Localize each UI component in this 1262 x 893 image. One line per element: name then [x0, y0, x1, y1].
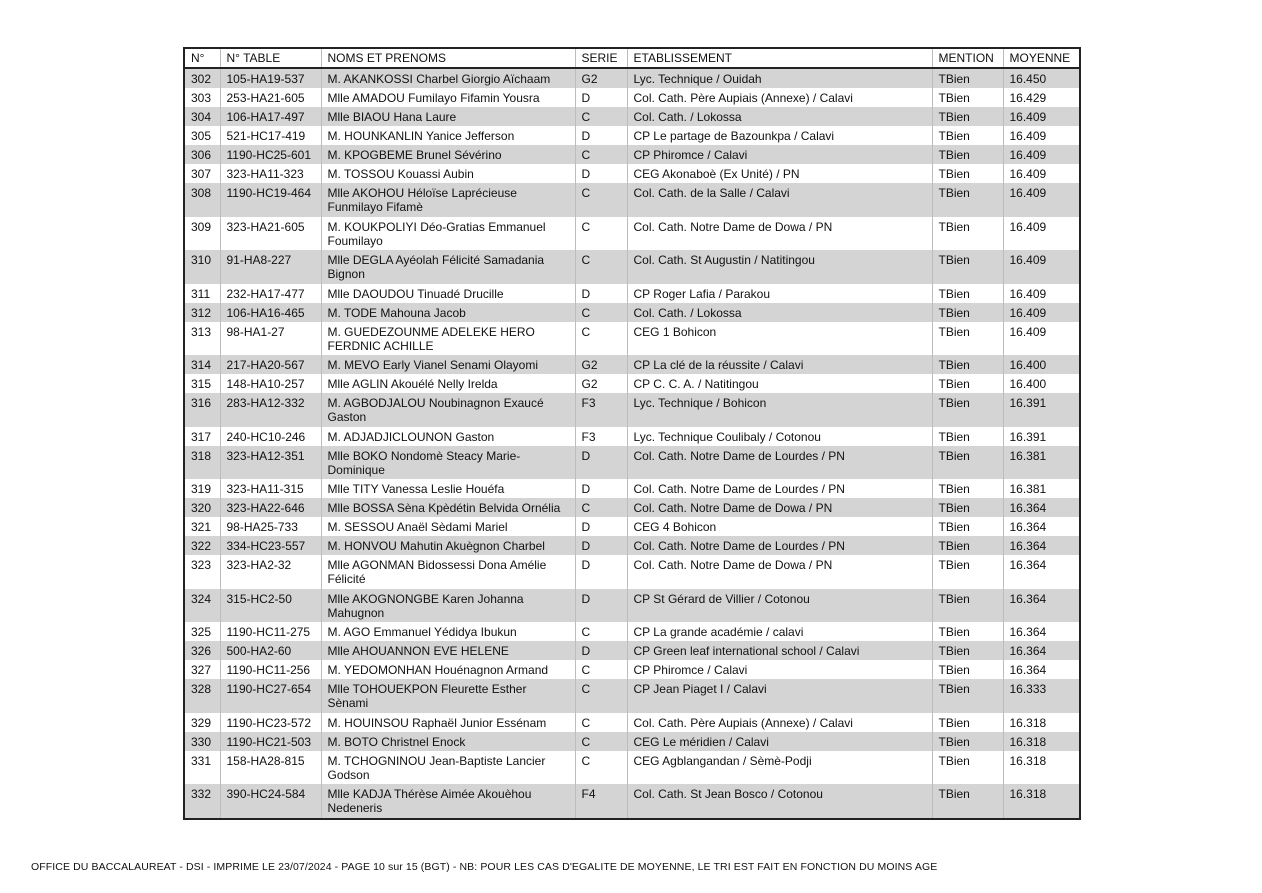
table-row: [184, 713, 1080, 732]
table-row: [184, 374, 1080, 393]
table-row: [184, 679, 1080, 713]
mention-cell: TBien: [932, 641, 1003, 660]
table-number-cell: 240-HC10-246: [220, 427, 321, 446]
school-cell: Lyc. Technique Coulibaly / Cotonou: [627, 427, 932, 446]
average-cell: 16.364: [1003, 498, 1080, 517]
school-cell: CP Phiromce / Calavi: [627, 660, 932, 679]
table-number-cell: 105-HA19-537: [220, 68, 321, 88]
mention-cell: TBien: [932, 679, 1003, 713]
rank-cell: 317: [184, 427, 220, 446]
school-cell: Col. Cath. Notre Dame de Dowa / PN: [627, 498, 932, 517]
table-row: [184, 355, 1080, 374]
table-row: [184, 784, 1080, 819]
average-cell: 16.364: [1003, 622, 1080, 641]
table-number-cell: 106-HA16-465: [220, 303, 321, 322]
table-number-cell: 323-HA11-323: [220, 164, 321, 183]
table-row: [184, 303, 1080, 322]
table-number-cell: 217-HA20-567: [220, 355, 321, 374]
mention-cell: TBien: [932, 427, 1003, 446]
series-cell: D: [575, 284, 627, 303]
mention-cell: TBien: [932, 250, 1003, 284]
average-cell: 16.364: [1003, 555, 1080, 589]
rank-cell: 319: [184, 479, 220, 498]
school-cell: CP Le partage de Bazounkpa / Calavi: [627, 126, 932, 145]
table-number-cell: 158-HA28-815: [220, 751, 321, 785]
average-cell: 16.409: [1003, 217, 1080, 251]
table-row: [184, 732, 1080, 751]
table-row: [184, 641, 1080, 660]
series-cell: C: [575, 622, 627, 641]
name-cell: Mlle AGLIN Akouélé Nelly Irelda: [321, 374, 575, 393]
table-row: [184, 183, 1080, 217]
name-cell: M. AGO Emmanuel Yédidya Ibukun: [321, 622, 575, 641]
mention-cell: TBien: [932, 498, 1003, 517]
series-cell: C: [575, 732, 627, 751]
table-number-cell: 1190-HC21-503: [220, 732, 321, 751]
rank-cell: 320: [184, 498, 220, 517]
series-cell: G2: [575, 355, 627, 374]
table-row: [184, 427, 1080, 446]
series-cell: F3: [575, 427, 627, 446]
name-cell: Mlle DAOUDOU Tinuadé Drucille: [321, 284, 575, 303]
rank-cell: 324: [184, 589, 220, 623]
school-cell: CP C. C. A. / Natitingou: [627, 374, 932, 393]
series-cell: C: [575, 679, 627, 713]
rank-cell: 332: [184, 784, 220, 819]
mention-cell: TBien: [932, 374, 1003, 393]
rank-cell: 315: [184, 374, 220, 393]
rank-cell: 302: [184, 68, 220, 88]
name-cell: M. KOUKPOLIYI Déo-Gratias Emmanuel Foumilayo: [321, 217, 575, 251]
rank-cell: 318: [184, 446, 220, 480]
table-number-cell: 253-HA21-605: [220, 88, 321, 107]
table-number-cell: 315-HC2-50: [220, 589, 321, 623]
series-cell: D: [575, 641, 627, 660]
table-row: [184, 217, 1080, 251]
mention-cell: TBien: [932, 126, 1003, 145]
average-cell: 16.318: [1003, 732, 1080, 751]
rank-cell: 329: [184, 713, 220, 732]
school-cell: Lyc. Technique / Ouidah: [627, 68, 932, 88]
name-cell: Mlle AMADOU Fumilayo Fifamin Yousra: [321, 88, 575, 107]
name-cell: Mlle AGONMAN Bidossessi Dona Amélie Félicité: [321, 555, 575, 589]
mention-cell: TBien: [932, 164, 1003, 183]
table-row: [184, 284, 1080, 303]
table-row: [184, 479, 1080, 498]
header-series: SERIE: [575, 48, 627, 68]
table-row: [184, 250, 1080, 284]
school-cell: CEG 1 Bohicon: [627, 322, 932, 356]
mention-cell: TBien: [932, 145, 1003, 164]
mention-cell: TBien: [932, 713, 1003, 732]
school-cell: Col. Cath. Notre Dame de Dowa / PN: [627, 217, 932, 251]
table-row: [184, 517, 1080, 536]
name-cell: M. SESSOU Anaël Sèdami Mariel: [321, 517, 575, 536]
table-number-cell: 1190-HC11-256: [220, 660, 321, 679]
name-cell: M. TODE Mahouna Jacob: [321, 303, 575, 322]
table-number-cell: 98-HA25-733: [220, 517, 321, 536]
school-cell: Col. Cath. Notre Dame de Dowa / PN: [627, 555, 932, 589]
mention-cell: TBien: [932, 517, 1003, 536]
name-cell: Mlle BOSSA Sèna Kpèdétin Belvida Ornélia: [321, 498, 575, 517]
name-cell: M. TCHOGNINOU Jean-Baptiste Lancier Godson: [321, 751, 575, 785]
series-cell: C: [575, 183, 627, 217]
school-cell: Col. Cath. / Lokossa: [627, 107, 932, 126]
average-cell: 16.409: [1003, 183, 1080, 217]
mention-cell: TBien: [932, 751, 1003, 785]
table-number-cell: 98-HA1-27: [220, 322, 321, 356]
table-body: [184, 68, 1080, 819]
school-cell: CEG Le méridien / Calavi: [627, 732, 932, 751]
average-cell: 16.409: [1003, 164, 1080, 183]
school-cell: CP St Gérard de Villier / Cotonou: [627, 589, 932, 623]
name-cell: M. HOUNKANLIN Yanice Jefferson: [321, 126, 575, 145]
table-number-cell: 323-HA12-351: [220, 446, 321, 480]
table-row: [184, 622, 1080, 641]
table-number-cell: 390-HC24-584: [220, 784, 321, 819]
average-cell: 16.364: [1003, 517, 1080, 536]
rank-cell: 310: [184, 250, 220, 284]
rank-cell: 311: [184, 284, 220, 303]
rank-cell: 314: [184, 355, 220, 374]
series-cell: G2: [575, 374, 627, 393]
rank-cell: 326: [184, 641, 220, 660]
name-cell: Mlle KADJA Thérèse Aimée Akouèhou Nedeneris: [321, 784, 575, 819]
name-cell: Mlle AHOUANNON EVE HELENE: [321, 641, 575, 660]
mention-cell: TBien: [932, 555, 1003, 589]
table-number-cell: 232-HA17-477: [220, 284, 321, 303]
school-cell: CEG Akonaboè (Ex Unité) / PN: [627, 164, 932, 183]
mention-cell: TBien: [932, 107, 1003, 126]
table-number-cell: 323-HA21-605: [220, 217, 321, 251]
results-table: [183, 47, 1081, 820]
footer-note: OFFICE DU BACCALAUREAT - DSI - IMPRIME LE 23/07/2024 - PAGE 10 sur 15 (BGT) - NB: POUR LES CAS D'EGALITE DE MOYENNE, LE TRI EST FAIT EN FONCTION DU MOINS AGE: [31, 861, 938, 873]
table-row: [184, 751, 1080, 785]
mention-cell: TBien: [932, 446, 1003, 480]
table-row: [184, 555, 1080, 589]
name-cell: M. HOUINSOU Raphaël Junior Essénam: [321, 713, 575, 732]
table-number-cell: 1190-HC11-275: [220, 622, 321, 641]
name-cell: Mlle BIAOU Hana Laure: [321, 107, 575, 126]
average-cell: 16.409: [1003, 303, 1080, 322]
average-cell: 16.429: [1003, 88, 1080, 107]
mention-cell: TBien: [932, 589, 1003, 623]
name-cell: M. MEVO Early Vianel Senami Olayomi: [321, 355, 575, 374]
table-row: [184, 536, 1080, 555]
series-cell: C: [575, 713, 627, 732]
average-cell: 16.333: [1003, 679, 1080, 713]
table-number-cell: 1190-HC25-601: [220, 145, 321, 164]
table-number-cell: 521-HC17-419: [220, 126, 321, 145]
series-cell: C: [575, 498, 627, 517]
table-row: [184, 322, 1080, 356]
mention-cell: TBien: [932, 393, 1003, 427]
series-cell: D: [575, 517, 627, 536]
mention-cell: TBien: [932, 303, 1003, 322]
average-cell: 16.400: [1003, 374, 1080, 393]
school-cell: CP Jean Piaget I / Calavi: [627, 679, 932, 713]
name-cell: M. AGBODJALOU Noubinagnon Exaucé Gaston: [321, 393, 575, 427]
average-cell: 16.318: [1003, 784, 1080, 819]
school-cell: Col. Cath. St Jean Bosco / Cotonou: [627, 784, 932, 819]
name-cell: M. YEDOMONHAN Houénagnon Armand: [321, 660, 575, 679]
table-row: [184, 393, 1080, 427]
name-cell: M. HONVOU Mahutin Akuègnon Charbel: [321, 536, 575, 555]
table-number-cell: 1190-HC23-572: [220, 713, 321, 732]
average-cell: 16.364: [1003, 660, 1080, 679]
rank-cell: 303: [184, 88, 220, 107]
mention-cell: TBien: [932, 784, 1003, 819]
table-number-cell: 500-HA2-60: [220, 641, 321, 660]
header-table-number: N° TABLE: [220, 48, 321, 68]
average-cell: 16.409: [1003, 145, 1080, 164]
name-cell: Mlle TOHOUEKPON Fleurette Esther Sènami: [321, 679, 575, 713]
header-rank: N°: [184, 48, 220, 68]
school-cell: CP Green leaf international school / Calavi: [627, 641, 932, 660]
school-cell: CP La clé de la réussite / Calavi: [627, 355, 932, 374]
average-cell: 16.391: [1003, 427, 1080, 446]
series-cell: C: [575, 250, 627, 284]
header-mention: MENTION: [932, 48, 1003, 68]
series-cell: D: [575, 536, 627, 555]
mention-cell: TBien: [932, 217, 1003, 251]
series-cell: G2: [575, 68, 627, 88]
table-header-row: [184, 48, 1080, 68]
series-cell: D: [575, 555, 627, 589]
mention-cell: TBien: [932, 479, 1003, 498]
series-cell: D: [575, 88, 627, 107]
school-cell: CEG 4 Bohicon: [627, 517, 932, 536]
name-cell: M. KPOGBEME Brunel Sévérino: [321, 145, 575, 164]
average-cell: 16.364: [1003, 589, 1080, 623]
mention-cell: TBien: [932, 622, 1003, 641]
name-cell: Mlle AKOGNONGBE Karen Johanna Mahugnon: [321, 589, 575, 623]
average-cell: 16.409: [1003, 126, 1080, 145]
mention-cell: TBien: [932, 660, 1003, 679]
name-cell: M. TOSSOU Kouassi Aubin: [321, 164, 575, 183]
table-row: [184, 68, 1080, 88]
rank-cell: 307: [184, 164, 220, 183]
average-cell: 16.381: [1003, 446, 1080, 480]
header-average: MOYENNE: [1003, 48, 1080, 68]
average-cell: 16.318: [1003, 713, 1080, 732]
school-cell: CP Roger Lafia / Parakou: [627, 284, 932, 303]
average-cell: 16.409: [1003, 284, 1080, 303]
series-cell: C: [575, 303, 627, 322]
table-number-cell: 106-HA17-497: [220, 107, 321, 126]
table-number-cell: 91-HA8-227: [220, 250, 321, 284]
rank-cell: 325: [184, 622, 220, 641]
average-cell: 16.381: [1003, 479, 1080, 498]
series-cell: C: [575, 107, 627, 126]
school-cell: Col. Cath. Notre Dame de Lourdes / PN: [627, 446, 932, 480]
series-cell: D: [575, 126, 627, 145]
rank-cell: 327: [184, 660, 220, 679]
name-cell: Mlle DEGLA Ayéolah Félicité Samadania Bignon: [321, 250, 575, 284]
name-cell: M. AKANKOSSI Charbel Giorgio Aïchaam: [321, 68, 575, 88]
average-cell: 16.391: [1003, 393, 1080, 427]
rank-cell: 313: [184, 322, 220, 356]
school-cell: Col. Cath. Père Aupiais (Annexe) / Calavi: [627, 88, 932, 107]
average-cell: 16.409: [1003, 322, 1080, 356]
table-number-cell: 334-HC23-557: [220, 536, 321, 555]
series-cell: C: [575, 751, 627, 785]
table-row: [184, 498, 1080, 517]
average-cell: 16.450: [1003, 68, 1080, 88]
table-row: [184, 446, 1080, 480]
header-names: NOMS ET PRENOMS: [321, 48, 575, 68]
school-cell: Col. Cath. Père Aupiais (Annexe) / Calavi: [627, 713, 932, 732]
name-cell: M. GUEDEZOUNME ADELEKE HERO FERDNIC ACHILLE: [321, 322, 575, 356]
mention-cell: TBien: [932, 88, 1003, 107]
average-cell: 16.409: [1003, 107, 1080, 126]
mention-cell: TBien: [932, 183, 1003, 217]
rank-cell: 305: [184, 126, 220, 145]
average-cell: 16.364: [1003, 641, 1080, 660]
table-row: [184, 164, 1080, 183]
rank-cell: 306: [184, 145, 220, 164]
table-row: [184, 589, 1080, 623]
rank-cell: 316: [184, 393, 220, 427]
school-cell: Lyc. Technique / Bohicon: [627, 393, 932, 427]
mention-cell: TBien: [932, 536, 1003, 555]
name-cell: Mlle AKOHOU Héloïse Laprécieuse Funmilayo Fifamè: [321, 183, 575, 217]
rank-cell: 321: [184, 517, 220, 536]
mention-cell: TBien: [932, 355, 1003, 374]
mention-cell: TBien: [932, 732, 1003, 751]
series-cell: C: [575, 322, 627, 356]
name-cell: Mlle BOKO Nondomè Steacy Marie-Dominique: [321, 446, 575, 480]
table-row: [184, 660, 1080, 679]
table-number-cell: 323-HA22-646: [220, 498, 321, 517]
series-cell: D: [575, 164, 627, 183]
rank-cell: 304: [184, 107, 220, 126]
mention-cell: TBien: [932, 68, 1003, 88]
mention-cell: TBien: [932, 322, 1003, 356]
table-number-cell: 323-HA2-32: [220, 555, 321, 589]
school-cell: Col. Cath. Notre Dame de Lourdes / PN: [627, 536, 932, 555]
table-row: [184, 145, 1080, 164]
average-cell: 16.409: [1003, 250, 1080, 284]
series-cell: C: [575, 660, 627, 679]
table-number-cell: 1190-HC27-654: [220, 679, 321, 713]
table-row: [184, 126, 1080, 145]
school-cell: Col. Cath. St Augustin / Natitingou: [627, 250, 932, 284]
table-row: [184, 107, 1080, 126]
series-cell: C: [575, 217, 627, 251]
name-cell: Mlle TITY Vanessa Leslie Houéfa: [321, 479, 575, 498]
rank-cell: 331: [184, 751, 220, 785]
rank-cell: 308: [184, 183, 220, 217]
average-cell: 16.400: [1003, 355, 1080, 374]
rank-cell: 328: [184, 679, 220, 713]
table-number-cell: 1190-HC19-464: [220, 183, 321, 217]
rank-cell: 322: [184, 536, 220, 555]
rank-cell: 323: [184, 555, 220, 589]
school-cell: Col. Cath. Notre Dame de Lourdes / PN: [627, 479, 932, 498]
series-cell: F3: [575, 393, 627, 427]
average-cell: 16.318: [1003, 751, 1080, 785]
mention-cell: TBien: [932, 284, 1003, 303]
header-school: ETABLISSEMENT: [627, 48, 932, 68]
rank-cell: 330: [184, 732, 220, 751]
series-cell: D: [575, 589, 627, 623]
rank-cell: 312: [184, 303, 220, 322]
table-number-cell: 323-HA11-315: [220, 479, 321, 498]
table-number-cell: 148-HA10-257: [220, 374, 321, 393]
table-number-cell: 283-HA12-332: [220, 393, 321, 427]
name-cell: M. ADJADJICLOUNON Gaston: [321, 427, 575, 446]
school-cell: CP Phiromce / Calavi: [627, 145, 932, 164]
name-cell: M. BOTO Christnel Enock: [321, 732, 575, 751]
table-row: [184, 88, 1080, 107]
series-cell: D: [575, 479, 627, 498]
school-cell: Col. Cath. de la Salle / Calavi: [627, 183, 932, 217]
rank-cell: 309: [184, 217, 220, 251]
series-cell: C: [575, 145, 627, 164]
school-cell: CEG Agblangandan / Sèmè-Podji: [627, 751, 932, 785]
series-cell: F4: [575, 784, 627, 819]
average-cell: 16.364: [1003, 536, 1080, 555]
school-cell: CP La grande académie / calavi: [627, 622, 932, 641]
series-cell: D: [575, 446, 627, 480]
school-cell: Col. Cath. / Lokossa: [627, 303, 932, 322]
